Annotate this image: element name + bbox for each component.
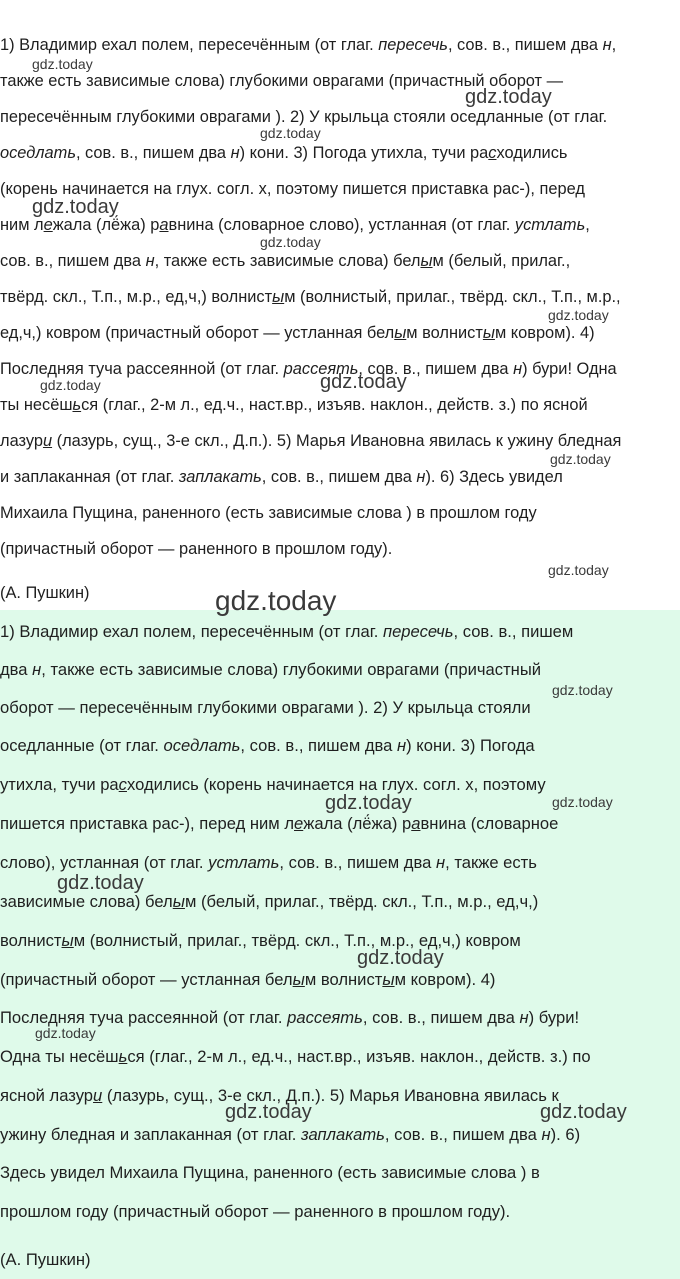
text-line: ты несёшься (глаг., 2-м л., ед.ч., наст.вр., изъяв. наклон., действ. з.) по ясной bbox=[0, 396, 588, 414]
text-line: Михаила Пущина, раненного (есть зависимые слова ) в прошлом году bbox=[0, 504, 537, 522]
text-line: и заплаканная (от глаг. заплакать, сов. в., пишем два н). 6) Здесь увидел bbox=[0, 468, 563, 486]
watermark-text: gdz.today bbox=[40, 377, 101, 393]
watermark-text: gdz.today bbox=[548, 307, 609, 323]
watermark-text: gdz.today bbox=[32, 196, 119, 218]
text-line: также есть зависимые слова) глубокими оврагами (причастный оборот — bbox=[0, 72, 564, 90]
text-line: зависимые слова) белым (белый, прилаг., твёрд. скл., Т.п., м.р., ед,ч,) bbox=[0, 892, 539, 911]
watermark-text: gdz.today bbox=[325, 792, 412, 814]
text-line: прошлом году (причастный оборот — раненного в прошлом году). bbox=[0, 1202, 511, 1221]
watermark-text: gdz.today bbox=[550, 451, 611, 467]
text-line: два н, также есть зависимые слова) глубокими оврагами (причастный bbox=[0, 660, 542, 679]
text-line: оседлать, сов. в., пишем два н) кони. 3) Погода утихла, тучи расходились bbox=[0, 144, 568, 162]
text-line: пересечённым глубокими оврагами ). 2) У крыльца стояли оседланные (от глаг. bbox=[0, 108, 608, 126]
answer-block-plain bbox=[0, 0, 680, 610]
watermark-text: gdz.today bbox=[552, 682, 613, 698]
text-line: (причастный оборот — раненного в прошлом году). bbox=[0, 540, 393, 558]
watermark-text: gdz.today bbox=[225, 1101, 312, 1123]
text-line: ужину бледная и заплаканная (от глаг. заплакать, сов. в., пишем два н). 6) bbox=[0, 1125, 581, 1144]
text-line: (причастный оборот — устланная белым волнистым ковром). 4) bbox=[0, 970, 496, 989]
text-line: ним лежала (лё́жа) равнина (словарное слово), устланная (от глаг. устлать, bbox=[0, 216, 590, 234]
watermark-text: gdz.today bbox=[35, 1025, 96, 1041]
text-line: пишется приставка рас-), перед ним лежала (лё́жа) равнина (словарное bbox=[0, 814, 559, 833]
text-line: твёрд. скл., Т.п., м.р., ед,ч,) волнистым (волнистый, прилаг., твёрд. скл., Т.п., м.р., bbox=[0, 288, 621, 306]
watermark-text: gdz.today bbox=[552, 794, 613, 810]
watermark-text: gdz.today bbox=[260, 234, 321, 250]
text-line: утихла, тучи расходились (корень начинается на глух. согл. х, поэтому bbox=[0, 775, 546, 794]
watermark-text: gdz.today bbox=[57, 872, 144, 894]
text-line: слово), устланная (от глаг. устлать, сов. в., пишем два н, также есть bbox=[0, 853, 537, 872]
author-attribution: (А. Пушкин) bbox=[0, 1250, 91, 1269]
watermark-text: gdz.today bbox=[540, 1101, 627, 1123]
watermark-text: gdz.today bbox=[32, 56, 93, 72]
text-line: сов. в., пишем два н, также есть зависимые слова) белым (белый, прилаг., bbox=[0, 252, 571, 270]
text-line: Последняя туча рассеянной (от глаг. рассеять, сов. в., пишем два н) бури! Одна bbox=[0, 360, 617, 378]
text-line: Здесь увидел Михаила Пущина, раненного (есть зависимые слова ) в bbox=[0, 1163, 540, 1182]
watermark-text: gdz.today bbox=[465, 86, 552, 108]
text-line: 1) Владимир ехал полем, пересечённым (от глаг. пересечь, сов. в., пишем bbox=[0, 622, 574, 641]
text-line: ед,ч,) ковром (причастный оборот — устланная белым волнистым ковром). 4) bbox=[0, 324, 595, 342]
text-line: лазури (лазурь, сущ., 3-е скл., Д.п.). 5) Марья Ивановна явилась к ужину бледная bbox=[0, 432, 622, 450]
watermark-text: gdz.today bbox=[260, 125, 321, 141]
text-line: (корень начинается на глух. согл. х, поэтому пишется приставка рас-), перед bbox=[0, 180, 585, 198]
answer-block-highlighted bbox=[0, 610, 680, 1279]
author-attribution: (А. Пушкин) bbox=[0, 584, 90, 602]
text-line: Одна ты несёшься (глаг., 2-м л., ед.ч., наст.вр., изъяв. наклон., действ. з.) по bbox=[0, 1047, 591, 1066]
text-line: волнистым (волнистый, прилаг., твёрд. скл., Т.п., м.р., ед,ч,) ковром bbox=[0, 931, 521, 950]
watermark-text: gdz.today bbox=[215, 585, 337, 616]
text-line: оседланные (от глаг. оседлать, сов. в., пишем два н) кони. 3) Погода bbox=[0, 736, 535, 755]
watermark-text: gdz.today bbox=[548, 562, 609, 578]
watermark-text: gdz.today bbox=[320, 371, 407, 393]
watermark-text: gdz.today bbox=[357, 947, 444, 969]
text-line: Последняя туча рассеянной (от глаг. рассеять, сов. в., пишем два н) бури! bbox=[0, 1008, 580, 1027]
text-line: ясной лазури (лазурь, сущ., 3-е скл., Д.п.). 5) Марья Ивановна явилась к bbox=[0, 1086, 559, 1105]
text-line: 1) Владимир ехал полем, пересечённым (от глаг. пересечь, сов. в., пишем два н, bbox=[0, 36, 617, 54]
text-line: оборот — пересечённым глубокими оврагами ). 2) У крыльца стояли bbox=[0, 698, 531, 717]
